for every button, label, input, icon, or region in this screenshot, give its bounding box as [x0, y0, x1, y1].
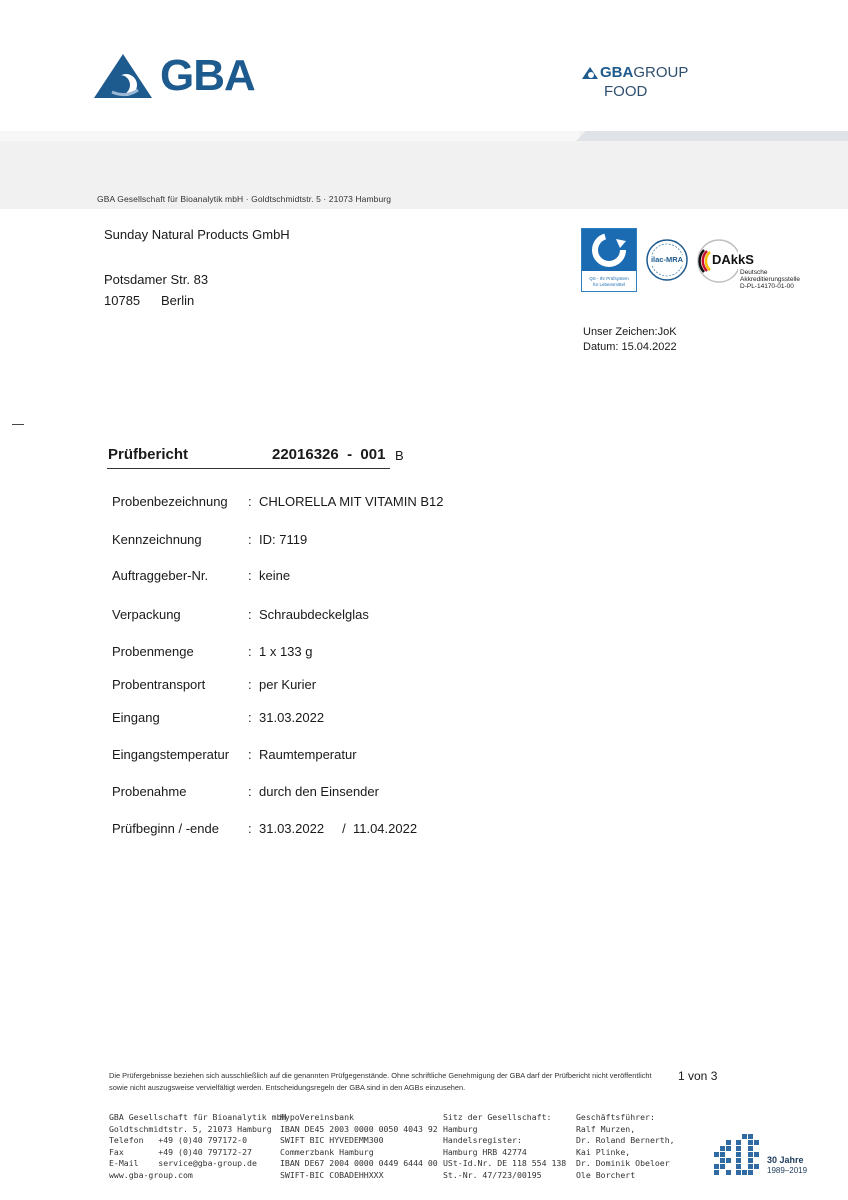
- dakks-name: DAkkS: [712, 252, 754, 267]
- anniversary-years: 1989–2019: [767, 1166, 808, 1175]
- reference-zeichen: Unser Zeichen:JoK: [583, 326, 677, 338]
- logo-wordmark: GBA: [160, 51, 255, 100]
- report-title-underline: [107, 468, 390, 469]
- dakks-badge: [696, 238, 816, 294]
- report-suffix: B: [395, 448, 404, 463]
- gba-group-food-logo: [582, 64, 688, 102]
- page-number: 1 von 3: [678, 1069, 718, 1083]
- dakks-line-3: D-PL-14170-01-00: [740, 283, 794, 290]
- ilac-badge: [645, 238, 689, 282]
- group-word: GROUP: [633, 64, 689, 81]
- gba-group-triangle-icon: [582, 66, 600, 80]
- qs-badge: [581, 228, 637, 292]
- disclaimer: Die Prüfergebnisse beziehen sich ausschließlich auf die genannten Prüfgegenstände. Ohne schriftliche Genehmigung der GBA darf der Prüfbericht nicht veröffentlicht sowie nicht auszugsweise vervielfältigt werden. Entscheidungsregeln der GBA sind in den AGBs einzusehen.: [109, 1071, 652, 1092]
- field-colon: :: [248, 494, 252, 509]
- dakks-line-1: Deutsche: [740, 269, 768, 276]
- reference-datum: Datum: 15.04.2022: [583, 341, 677, 353]
- footer-registry: Sitz der Gesellschaft: Hamburg Handelsregister: Hamburg HRB 42774 USt-Id.Nr. DE 118 554 138 St.-Nr. 47/723/00195: [443, 1112, 567, 1180]
- footer-bank: HypoVereinsbank IBAN DE45 2003 0000 0050 4043 92 SWIFT BIC HYVEDEMM300 Commerzbank Hamburg IBAN DE67 2004 0000 0449 6444 00 SWIFT-BIC COBADEHHXXX: [280, 1112, 438, 1180]
- field-value-probenmenge: 1 x 133 g: [259, 644, 313, 659]
- field-label-eingangstemperatur: Eingangstemperatur: [112, 747, 230, 762]
- gba-logo: [92, 52, 255, 100]
- field-colon: :: [248, 710, 252, 725]
- field-value-verpackung: Schraubdeckelglas: [259, 607, 369, 622]
- group-division: FOOD: [604, 83, 648, 100]
- field-label-verpackung: Verpackung: [112, 607, 181, 622]
- anniversary-title: 30 Jahre: [767, 1155, 804, 1165]
- recipient-city: Berlin: [161, 293, 195, 308]
- anniversary-label: [767, 1155, 807, 1176]
- group-brand: GBA: [600, 64, 634, 81]
- recipient-company: Sunday Natural Products GmbH: [104, 227, 290, 242]
- report-title: Prüfbericht: [108, 446, 189, 463]
- sender-line: GBA Gesellschaft für Bioanalytik mbH · Goldtschmidtstr. 5 · 21073 Hamburg: [97, 194, 392, 204]
- field-colon: :: [248, 784, 252, 799]
- field-colon: :: [248, 747, 252, 762]
- field-label-probentransport: Probentransport: [112, 677, 206, 692]
- header-band-slant: [576, 131, 848, 141]
- field-label-probenmenge: Probenmenge: [112, 644, 194, 659]
- field-value-probenahme: durch den Einsender: [259, 784, 379, 799]
- recipient-zip: 10785: [104, 293, 141, 308]
- report-number: 22016326 - 001: [272, 446, 386, 463]
- footer-management: Geschäftsführer: Ralf Murzen, Dr. Roland Bernerth, Kai Plinke, Dr. Dominik Obeloer Ole Borchert: [576, 1112, 675, 1180]
- field-value-probentransport: per Kurier: [259, 677, 317, 692]
- field-value-auftraggeber: keine: [259, 568, 291, 583]
- field-colon: :: [248, 821, 252, 836]
- field-colon: :: [248, 607, 252, 622]
- recipient-street: Potsdamer Str. 83: [104, 272, 209, 287]
- field-colon: :: [248, 644, 252, 659]
- field-label-probenahme: Probenahme: [112, 784, 187, 799]
- field-label-probenbezeichnung: Probenbezeichnung: [112, 494, 228, 509]
- field-value-eingangstemperatur: Raumtemperatur: [259, 747, 357, 762]
- footer-company: GBA Gesellschaft für Bioanalytik mbH Goldtschmidtstr. 5, 21073 Hamburg Telefon +49 (0)40 797172-0 Fax +49 (0)40 797172-27 E-Mail service@gba-group.de www.gba-group.com: [109, 1112, 287, 1180]
- dakks-line-2: Akkreditierungsstelle: [740, 276, 800, 283]
- field-value-kennzeichnung: ID: 7119: [259, 532, 308, 547]
- field-value-pruefbeginn: 31.03.2022 / 11.04.2022: [259, 821, 418, 836]
- qs-line-1: QS - Ihr Prüfsystem: [589, 276, 629, 281]
- field-label-auftraggeber: Auftraggeber-Nr.: [112, 568, 209, 583]
- gba-triangle-icon: [92, 52, 154, 100]
- qs-logo-icon: [582, 229, 636, 271]
- field-value-eingang: 31.03.2022: [259, 710, 325, 725]
- qs-line-2: für Lebensmittel: [592, 282, 626, 287]
- field-colon: :: [248, 532, 252, 547]
- field-label-eingang: Eingang: [112, 710, 160, 725]
- field-label-pruefbeginn: Prüfbeginn / -ende: [112, 821, 219, 836]
- ilac-text: ilac-MRA: [650, 255, 684, 264]
- field-label-kennzeichnung: Kennzeichnung: [112, 532, 202, 547]
- header-band-highlight: [0, 131, 580, 141]
- fold-mark: [12, 424, 24, 425]
- field-value-probenbezeichnung: CHLORELLA MIT VITAMIN B12: [259, 494, 444, 509]
- field-colon: :: [248, 677, 252, 692]
- field-colon: :: [248, 568, 252, 583]
